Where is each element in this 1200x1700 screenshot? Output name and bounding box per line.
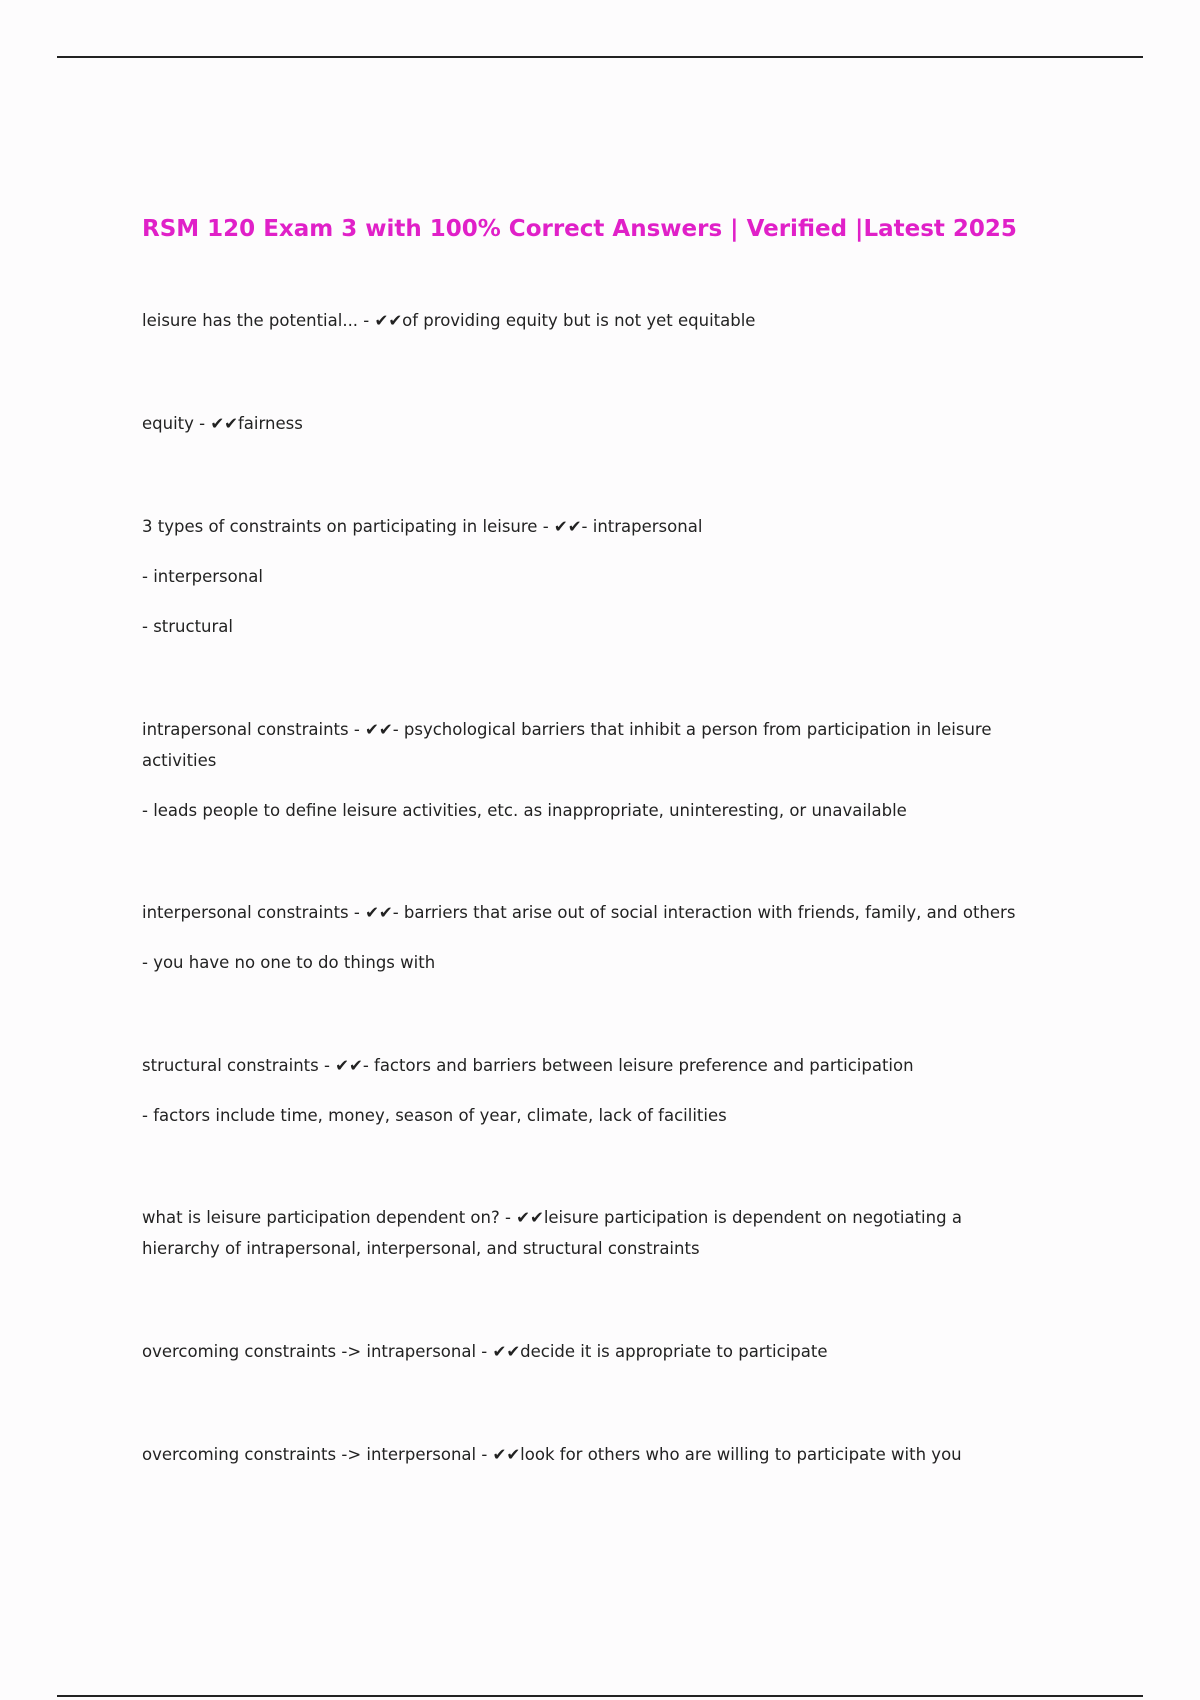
qa-sub-line: - structural (142, 617, 233, 636)
qa-line: overcoming constraints -> interpersonal - ✔✔look for others who are willing to participate with you (142, 1445, 962, 1464)
qa-line: intrapersonal constraints - ✔✔- psychological barriers that inhibit a person from participation in leisure activities (142, 720, 992, 770)
qa-item (142, 897, 1042, 978)
qa-item (142, 408, 1042, 439)
qa-sub-line: - leads people to define leisure activities, etc. as inappropriate, uninteresting, or unavailable (142, 801, 907, 820)
qa-item (142, 511, 1042, 642)
qa-item (142, 305, 1042, 336)
qa-item (142, 1336, 1042, 1367)
qa-line: leisure has the potential... - ✔✔of providing equity but is not yet equitable (142, 311, 756, 330)
top-rule (57, 56, 1143, 58)
qa-line: interpersonal constraints - ✔✔- barriers that arise out of social interaction with friends, family, and others (142, 903, 1016, 922)
qa-item (142, 1439, 1042, 1470)
qa-sub-line: - factors include time, money, season of year, climate, lack of facilities (142, 1106, 727, 1125)
qa-line: equity - ✔✔fairness (142, 414, 303, 433)
qa-item (142, 714, 1042, 826)
qa-line: 3 types of constraints on participating in leisure - ✔✔- intrapersonal (142, 517, 703, 536)
qa-sub-line: - you have no one to do things with (142, 953, 436, 972)
qa-sub-line: - interpersonal (142, 567, 263, 586)
qa-line: structural constraints - ✔✔- factors and barriers between leisure preference and participation (142, 1056, 914, 1075)
document-title: RSM 120 Exam 3 with 100% Correct Answers | Verified |Latest 2025 (142, 216, 1017, 242)
qa-line: what is leisure participation dependent on? - ✔✔leisure participation is dependent on negotiating a hierarchy of intrapersonal, interpersonal, and structural constraints (142, 1208, 962, 1258)
bottom-rule (57, 1695, 1143, 1697)
qa-item (142, 1050, 1042, 1131)
qa-line: overcoming constraints -> intrapersonal - ✔✔decide it is appropriate to participate (142, 1342, 828, 1361)
qa-item (142, 1202, 1042, 1264)
